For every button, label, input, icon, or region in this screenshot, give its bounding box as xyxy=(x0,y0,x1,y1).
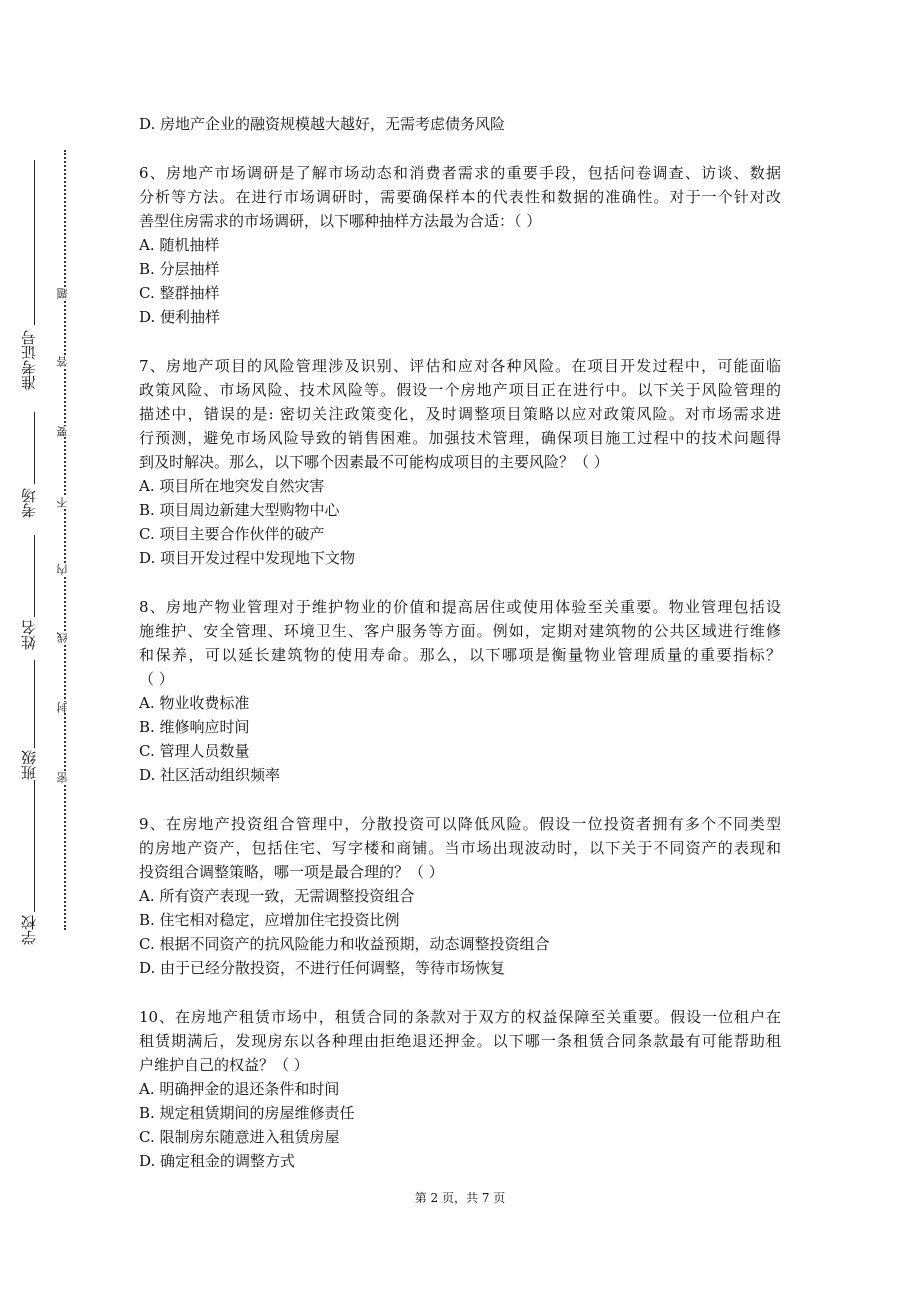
question-text-line: 户维护自己的权益？（ ） xyxy=(139,1056,309,1074)
option-d: D. 确定租金的调整方式 xyxy=(139,1152,296,1170)
question-text-line: 分析等方法。在进行市场调研时，需要确保样本的代表性和数据的准确性。对于一个针对改 xyxy=(139,188,781,206)
seal-char: 答 xyxy=(57,356,73,367)
option-a: A. 明确押金的退还条件和时间 xyxy=(139,1080,340,1098)
option-b: B. 分层抽样 xyxy=(139,260,220,278)
question-text-line: 善型住房需求的市场调研，以下哪种抽样方法最为合适：（ ） xyxy=(139,212,542,230)
question-10 xyxy=(139,1005,781,1173)
margin-label-ticket-number: 准考证号 xyxy=(20,330,38,390)
exam-room-blank-line xyxy=(34,412,35,484)
question-text-line: 和保养，可以延长建筑物的使用寿命。那么，以下哪项是衡量物业管理质量的重要指标？ xyxy=(139,646,781,664)
question-text-line: 投资组合调整策略，哪一项是最合理的？（ ） xyxy=(139,863,444,881)
seal-dotted-line xyxy=(64,150,66,930)
margin-label-exam-room: 考场 xyxy=(20,488,38,518)
question-text-line: 描述中，错误的是: 密切关注政策变化，及时调整项目策略以应对政策风险。对市场需求进 xyxy=(139,405,781,423)
question-text-line: 到及时解决。那么，以下哪个因素最不可能构成项目的主要风险？（ ） xyxy=(139,453,609,471)
option-a: A. 随机抽样 xyxy=(139,236,220,254)
question-text-line: 政策风险、市场风险、技术风险等。假设一个房地产项目正在进行中。以下关于风险管理的 xyxy=(139,381,781,399)
school-blank-line xyxy=(34,780,35,912)
question-text-line: 租赁期满后，发现房东以各种理由拒绝退还押金。以下哪一条租赁合同条款最有可能帮助租 xyxy=(139,1032,781,1050)
question-6 xyxy=(139,161,781,329)
question-text-line: 10、在房地产租赁市场中，租赁合同的条款对于双方的权益保障至关重要。假设一位租户在 xyxy=(139,1008,781,1026)
binding-margin xyxy=(0,140,100,960)
ticket-number-blank-line xyxy=(34,160,35,325)
seal-char: 题 xyxy=(57,288,73,299)
margin-label-name: 姓名 xyxy=(20,620,38,650)
option-d: D. 社区活动组织频率 xyxy=(139,766,281,784)
option-c: C. 根据不同资产的抗风险能力和收益预期，动态调整投资组合 xyxy=(139,935,550,953)
question-text-line: 施维护、安全管理、环境卫生、客户服务等方面。例如，定期对建筑物的公共区域进行维修 xyxy=(139,622,781,640)
margin-label-class: 班级 xyxy=(20,750,38,780)
margin-label-school: 学校 xyxy=(20,915,38,945)
question-text-line: 行预测，避免市场风险导致的销售困难。加强技术管理，确保项目施工过程中的技术问题得 xyxy=(139,429,781,447)
seal-char: 不 xyxy=(57,497,73,508)
question-text-line: 7、房地产项目的风险管理涉及识别、评估和应对各种风险。在项目开发过程中，可能面临 xyxy=(139,357,781,375)
option-c: C. 限制房东随意进入租赁房屋 xyxy=(139,1128,340,1146)
seal-char: 内 xyxy=(57,564,73,575)
name-blank-line xyxy=(34,535,35,617)
seal-char: 密 xyxy=(57,772,73,783)
question-text-line: 8、房地产物业管理对于维护物业的价值和提高居住或使用体验至关重要。物业管理包括设 xyxy=(139,598,781,616)
option-b: B. 项目周边新建大型购物中心 xyxy=(139,501,340,519)
option-c: C. 项目主要合作伙伴的破产 xyxy=(139,525,325,543)
previous-question-option-d: D. 房地产企业的融资规模越大越好，无需考虑债务风险 xyxy=(139,115,506,133)
seal-char: 要 xyxy=(57,426,73,437)
question-text-line: （ ） xyxy=(139,670,174,688)
option-d: D. 项目开发过程中发现地下文物 xyxy=(139,549,356,567)
option-b: B. 住宅相对稳定，应增加住宅投资比例 xyxy=(139,911,400,929)
question-8 xyxy=(139,595,781,787)
option-b: B. 规定租赁期间的房屋维修责任 xyxy=(139,1104,355,1122)
seal-char: 线 xyxy=(57,632,73,643)
question-9 xyxy=(139,812,781,980)
exam-content xyxy=(139,112,781,1198)
option-c: C. 管理人员数量 xyxy=(139,742,250,760)
question-7 xyxy=(139,354,781,570)
option-d: D. 便利抽样 xyxy=(139,308,221,326)
option-d: D. 由于已经分散投资，不进行任何调整，等待市场恢复 xyxy=(139,959,506,977)
question-text-line: 的房地产资产，包括住宅、写字楼和商铺。当市场出现波动时，以下关于不同资产的表现和 xyxy=(139,839,781,857)
seal-char: 封 xyxy=(57,702,73,713)
option-b: B. 维修响应时间 xyxy=(139,718,250,736)
question-text-line: 6、房地产市场调研是了解市场动态和消费者需求的重要手段，包括问卷调查、访谈、数据 xyxy=(139,164,781,182)
option-a: A. 物业收费标准 xyxy=(139,694,250,712)
page-number-footer: 第 2 页，共 7 页 xyxy=(414,1191,506,1205)
question-text-line: 9、在房地产投资组合管理中，分散投资可以降低风险。假设一位投资者拥有多个不同类型 xyxy=(139,815,781,833)
option-c: C. 整群抽样 xyxy=(139,284,220,302)
class-blank-line xyxy=(34,660,35,748)
option-a: A. 所有资产表现一致，无需调整投资组合 xyxy=(139,887,415,905)
option-a: A. 项目所在地突发自然灾害 xyxy=(139,477,325,495)
